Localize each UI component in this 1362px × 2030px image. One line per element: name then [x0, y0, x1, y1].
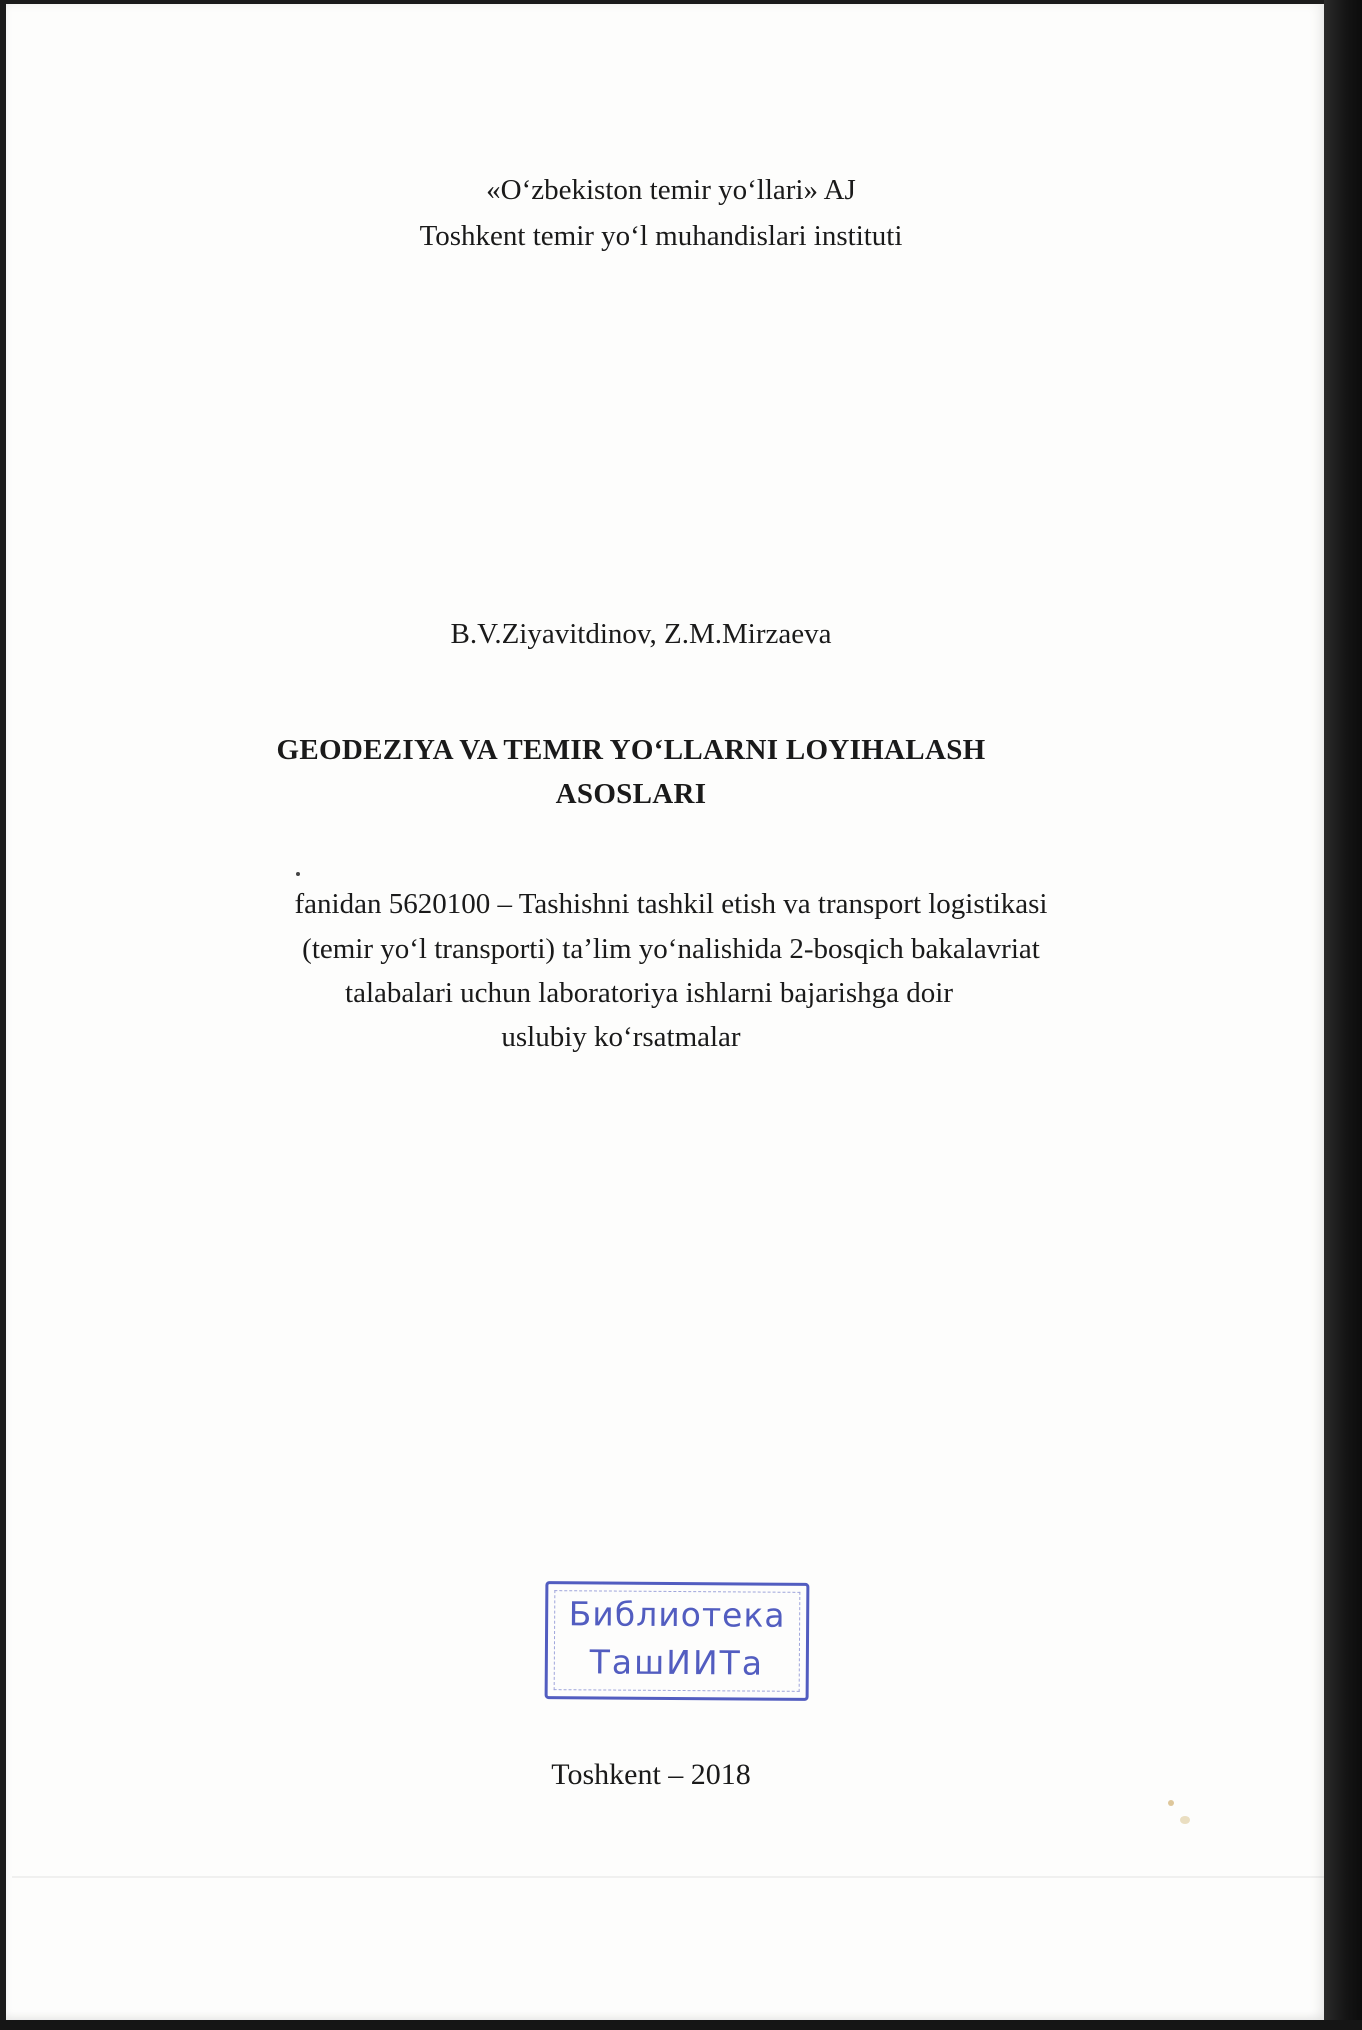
description-line-2: (temir yo‘l transporti) ta’lim yo‘nalishida 2-bosqich bakalavriat [302, 933, 1040, 965]
stamp-text-library: Библиотека [568, 1594, 786, 1635]
library-stamp [545, 1581, 810, 1701]
title-line-1: GEODEZIYA VA TEMIR YO‘LLARNI LOYIHALASH [276, 734, 986, 766]
dust-speck [296, 872, 300, 876]
organization-name: «O‘zbekiston temir yo‘llari» AJ [486, 174, 856, 206]
institute-name: Toshkent temir yo‘l muhandislari instituti [419, 220, 903, 252]
description-line-1: fanidan 5620100 – Tashishni tashkil etish va transport logistikasi [294, 888, 1048, 920]
scan-edge-bottom [0, 2020, 1362, 2030]
paper-sheet [6, 4, 1324, 2020]
scan-edge-right [1324, 0, 1362, 2030]
stamp-text-institute: ТашИИТа [589, 1642, 765, 1683]
title-line-2: ASOSLARI [555, 778, 707, 810]
fold-line [12, 1876, 1330, 1878]
description-line-3: talabalari uchun laboratoriya ishlarni bajarishga doir [345, 977, 953, 1009]
description-line-4: uslubiy ko‘rsatmalar [501, 1021, 741, 1053]
dust-speck [1168, 1800, 1174, 1806]
dust-speck [1180, 1816, 1190, 1824]
authors: B.V.Ziyavitdinov, Z.M.Mirzaeva [450, 618, 832, 650]
place-and-year: Toshkent – 2018 [551, 1758, 751, 1791]
